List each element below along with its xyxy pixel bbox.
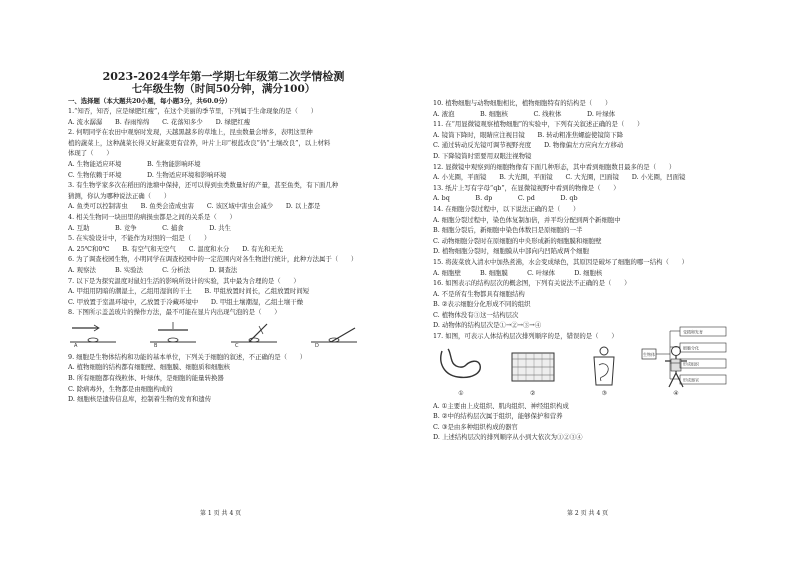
option-line: A. ①主要由上皮组织、肌肉组织、神经组织构成 [433, 401, 569, 410]
question-line: 11. 在“用显微镜观察植物细胞”的实验中，下列有关叙述正确的是（ ） [433, 120, 644, 129]
right-question-block [433, 98, 734, 342]
coverslip-figure-c [229, 320, 279, 348]
option-line: A. 生物能适应环境 B. 生物能影响环境 [68, 159, 201, 168]
diagram-root-label: 生物体 [643, 352, 655, 357]
option-line: B. ②表示细胞分化形成不同的组织 [433, 300, 531, 309]
option-line: D. 下降镜筒时需要用双眼注视物镜 [433, 151, 532, 160]
option-line: C. ③是由多种组织构成的器官 [433, 422, 518, 431]
left-question-block [68, 106, 379, 318]
option-line: A. bq B. dp C. pd D. qb [433, 194, 578, 203]
question-line: 5. 在实验设计中，不能作为对照的一组是（ ） [68, 234, 211, 243]
question-line: 4. 相关生物同一块田里的病损虫都是之间的关系是（ ） [68, 212, 236, 221]
coverslip-figure-row [68, 320, 379, 350]
structure-level-diagram [640, 325, 730, 385]
question-line: 植的蔬菜上，这种蔬菜长得又好蔬菜更有营养，叶片上印“根蓝改良”仍“土壤改良”，以上材料 [68, 138, 331, 147]
option-line: A. 细胞壁 B. 细胞膜 C. 叶绿体 D. 细胞核 [433, 268, 603, 277]
option-line: A. 细胞分裂过程中，染色体复制加倍，并平均分配到两个新细胞中 [433, 215, 621, 224]
option-line: C. 植物体没有③这一结构层次 [433, 310, 519, 319]
option-line: C. 通过转动反光镜可调节视野亮度 D. 物像偏左方应向左方移动 [433, 141, 624, 150]
option-line: A. 液泡 B. 细胞核 C. 线粒体 D. 叶绿体 [433, 109, 616, 118]
question-line: 3. 有生物学家多次在稻田的池塘中保持，还可以得到虫类数量好的产量，甚至鱼类，有下面几种 [68, 181, 339, 190]
question-line: 9. 细胞是生物体结构和功能的基本单位，下列关于细胞的叙述，不正确的是（ ） [68, 352, 307, 361]
question-line: 17. 如图，可表示人体结构层次排列顺序的是，错误的是（ ） [433, 332, 618, 341]
digestive-system-icon [577, 345, 631, 389]
question-line: 2. 何明同学在农田中观察时发现，天越黑越多的草地上，昆虫数量会增多，表明这里种 [68, 128, 313, 137]
question-line: 体现了（ ） [68, 149, 113, 158]
option-line: C. 动物细胞分裂时在原细胞的中央形成新的细胞膜和细胞壁 [433, 236, 602, 245]
option-line: C. 甲放置于室温环境中，乙放置于冷藏环境中 D. 甲组土壤潮湿，乙组土壤干燥 [68, 297, 303, 306]
option-line: A. 甲组用阴暗的潮湿土，乙组用湿润的干土 B. 甲组放置时间长，乙组放置时间短 [68, 287, 310, 296]
option-line: C. 除病毒外，生物都是由细胞构成的 [68, 384, 173, 393]
diagram-box-label: 形成器官 [683, 377, 699, 383]
option-line: A. 观察法 B. 实验法 C. 分析法 D. 调查法 [68, 265, 238, 274]
option-line: A. 镜筒下降时，眼睛应注视目镜 B. 转动粗准焦螺旋使镜筒下降 [433, 130, 623, 139]
coverslip-figure-b [148, 320, 198, 348]
question-line: 10. 植物细胞与动物细胞相比，植物细胞特有的结构是（ ） [433, 99, 612, 107]
option-line: D. 细胞核是遗传信息库，控制着生物的发育和遗传 [68, 395, 212, 404]
figure-label: A [74, 342, 78, 348]
option-line: B. ②中的结构层次属于组织，能够保护和营养 [433, 412, 563, 421]
question-line: 12. 显微镜中观察到的细胞物像有下面几种形态，其中看到细胞数目最多的是（ ） [433, 162, 676, 171]
diagram-box-label: 细胞分化 [683, 345, 699, 351]
option-line: A. 小光圈，平面镜 B. 大光圈，平面镜 C. 大光圈，凹面镜 D. 小光圈，凹面镜 [433, 173, 686, 182]
question-line: 6. 为了调查校园生物，小明同学在调查校园中的一定范围内对各生物进行统计，此种方法属于（ ） [68, 255, 358, 264]
right-question-block-2 [433, 401, 734, 443]
option-line: B. 所有细胞都有线粒体、叶绿体，是细胞的能量转换器 [68, 374, 224, 383]
tissue-icon [506, 345, 560, 389]
coverslip-figure-a [68, 320, 118, 348]
option-line: A. 流水潺潺 B. 春雨绵绵 C. 花落知多少 D. 绿肥红瘦 [68, 117, 251, 126]
option-line: B. 细胞分裂后，新细胞中染色体数目是原细胞的一半 [433, 226, 583, 235]
question-line: 16. 如图表示的结构层次的概念图，下列有关说法不正确的是（ ） [433, 279, 631, 288]
organ-figure-1 [433, 345, 489, 401]
section-heading: 一、选择题（本大题共20小题，每小题3分，共60.0分） [68, 97, 232, 105]
option-line: D. 动物体的结构层次是①→②→③→④ [433, 321, 542, 330]
page-footer-left: 第 1 页 共 4 页 [200, 510, 242, 517]
organ-label: ③ [601, 389, 607, 397]
option-line: C. 生物依赖于环境 D. 生物适应环境和影响环境 [68, 170, 227, 179]
question-line: 8. 下图所示盖盖玻片的操作方法，最不可能在显片内出现气泡的是（ ） [68, 308, 281, 317]
option-line: A. 鱼类可以控制害虫 B. 鱼类会造成虫害 C. 该区域中害虫会减少 D. 以上都是 [68, 202, 321, 211]
option-line: A. 互助 B. 竞争 C. 捕食 D. 共生 [68, 223, 231, 232]
organ-figure-3 [576, 345, 632, 401]
page-footer-right: 第 2 页 共 4 页 [567, 510, 609, 517]
diagram-box-label: 受精卵发育 [683, 329, 703, 335]
question-line: 14. 在细胞分裂过程中，以下说法正确的是（ ） [433, 204, 580, 213]
figure-label: D [314, 342, 319, 348]
organ-label: ② [529, 389, 536, 397]
option-line: D. 上述结构层次的排列顺序从小到大依次为①②③④ [433, 433, 583, 442]
figure-label: C [234, 342, 239, 348]
stomach-icon [434, 345, 488, 389]
question-line: 15. 将菠菜放入清水中加热煮沸，水会变成绿色，其原因是破坏了细胞的哪一结构（ ） [433, 257, 689, 266]
question-line: 13. 纸片上写有字母“qb”，在显微镜视野中看到的物像是（ ） [433, 183, 620, 192]
exam-subtitle: 七年级生物（时间50分钟，满分100） [131, 83, 316, 95]
question-line: 7. 以下是为探究温度对鼠妇生活的影响所设计的实验，其中最为合理的是（ ） [68, 276, 300, 285]
option-line: D. 植物细胞分裂时，细胞膜从中部向内凹陷成两个细胞 [433, 247, 589, 256]
organ-label: ① [458, 389, 464, 397]
option-line: A. 植物细胞的结构都有细胞壁、细胞膜、细胞质和细胞核 [68, 363, 231, 372]
option-line: A. 不是所有生物都具有细胞结构 [433, 289, 525, 298]
page-right [397, 0, 794, 561]
organ-figure-2 [505, 345, 561, 401]
exam-title: 2023-2024学年第一学期七年级第二次学情检测 [102, 70, 345, 83]
diagram-box-label: 形成组织 [683, 361, 699, 367]
coverslip-figure-d [309, 320, 359, 348]
option-line: A. 25℃和0℃ B. 有空气和无空气 C. 温度和水分 D. 有光和无光 [68, 244, 283, 253]
question-line: 猜测，你认为哪种说法正确（ ） [68, 191, 171, 200]
question-line: 1.“知否，知否，应是绿肥红瘦”，在这个美丽的季节里，下列属于生命现象的是（ ） [68, 107, 318, 115]
left-question-block-2 [68, 352, 379, 405]
figure-label: B [154, 342, 158, 348]
organ-label: ④ [673, 389, 679, 397]
